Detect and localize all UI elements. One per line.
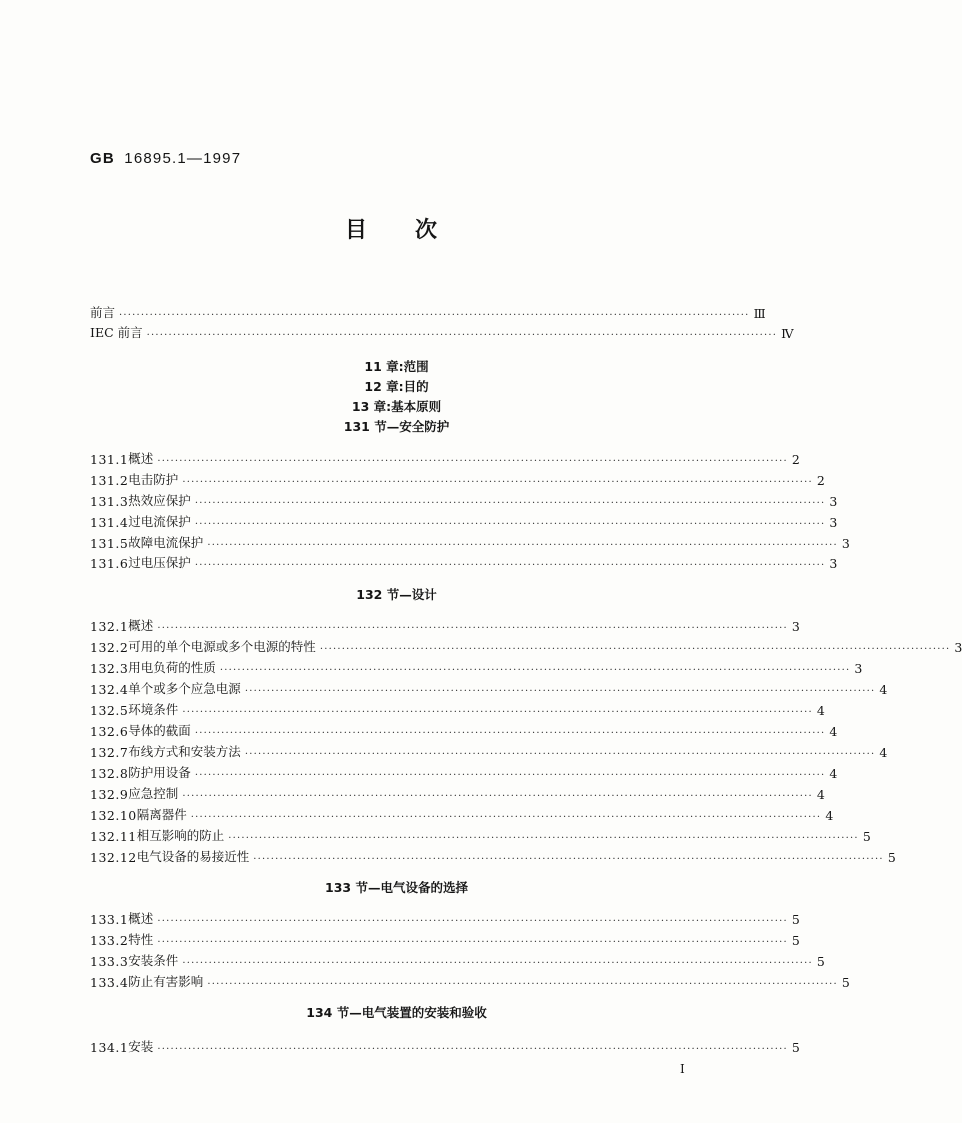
toc-entry[interactable]: 132.6 导体的截面 ················································································································································ 4 (90, 723, 838, 739)
toc-entry-number: 132.2 (90, 640, 129, 655)
toc-entry-number: 132.9 (90, 787, 129, 802)
toc-entry[interactable]: 134.1 安装 ················································································································································ 5 (90, 1039, 800, 1055)
toc-entry-page: 3 (954, 640, 962, 655)
toc-entry[interactable]: 132.1 概述 ················································································································································ 3 (90, 618, 800, 634)
toc-entry-text: 防止有害影响 (128, 974, 204, 989)
toc-entry-text: 可用的单个电源或多个电源的特性 (128, 639, 316, 654)
toc-entry[interactable]: 133.1 概述 ················································································································································ 5 (90, 911, 800, 927)
toc-entry-text: 单个或多个应急电源 (128, 681, 241, 696)
section-heading-133: 133 节—电气设备的选择 (325, 880, 468, 895)
toc-entry[interactable]: 133.3 安装条件 ················································································································································ 5 (90, 953, 825, 969)
chapter-heading-13: 13 章:基本原则 (351, 399, 442, 414)
page-title: 目次 (345, 218, 486, 243)
toc-entry-text: 前言 (90, 305, 116, 320)
toc-entry-page: 3 (829, 515, 838, 530)
toc-entry-iec-foreword[interactable]: IEC 前言 ················································································································································ Ⅳ (90, 325, 794, 341)
toc-entry[interactable]: 131.5 故障电流保护 ················································································································································ 3 (90, 535, 850, 551)
toc-entry-text: 电击防护 (128, 472, 179, 487)
toc-entry-page: 5 (887, 850, 896, 865)
toc-entry[interactable]: 131.4 过电流保护 ················································································································································ 3 (90, 514, 838, 530)
toc-entry-number: 131.3 (90, 494, 129, 509)
toc-entry-text: 隔离器件 (136, 807, 187, 822)
standard-number (90, 150, 241, 167)
toc-entry[interactable]: 131.1 概述 ················································································································································ 2 (90, 451, 800, 467)
toc-entry-text: 热效应保护 (128, 493, 191, 508)
toc-entry-page: 2 (816, 473, 825, 488)
toc-entry-text: 概述 (128, 911, 154, 926)
toc-entry[interactable]: 133.4 防止有害影响 ················································································································································ 5 (90, 974, 850, 990)
toc-entry-number: 132.7 (90, 745, 129, 760)
toc-entry-number: 133.4 (90, 975, 129, 990)
toc-entry-page: 4 (829, 724, 838, 739)
section-heading-131: 131 节—安全防护 (343, 419, 450, 434)
toc-entry-number: 132.10 (90, 808, 137, 823)
toc-entry-number: 132.12 (90, 850, 137, 865)
toc-entry[interactable]: 132.12 电气设备的易接近性 ················································································································································ 5 (90, 849, 896, 865)
toc-entry[interactable]: 132.8 防护用设备 ················································································································································ 4 (90, 765, 838, 781)
toc-entry-number: 133.1 (90, 912, 129, 927)
toc-entry-number: 131.4 (90, 515, 129, 530)
section-heading-132: 132 节—设计 (356, 587, 437, 602)
toc-entry[interactable]: 132.3 用电负荷的性质 ················································································································································ 3 (90, 660, 863, 676)
toc-entry-text: 导体的截面 (128, 723, 191, 738)
page-number: I (680, 1062, 685, 1076)
toc-entry-page: 3 (854, 661, 863, 676)
toc-entry[interactable]: 131.3 热效应保护 ················································································································································ 3 (90, 493, 838, 509)
toc-entry-text: 环境条件 (128, 702, 179, 717)
toc-entry-page: 5 (862, 829, 871, 844)
toc-entry-page: 5 (816, 954, 825, 969)
toc-entry-page: 4 (879, 745, 888, 760)
toc-entry-number: 132.8 (90, 766, 129, 781)
toc-entry-number: 132.3 (90, 661, 129, 676)
toc-entry-page: Ⅲ (753, 306, 766, 321)
toc-entry-text: 防护用设备 (128, 765, 191, 780)
toc-entry-page: 3 (791, 619, 800, 634)
toc-entry-text: 概述 (128, 451, 154, 466)
toc-entry-text: 特性 (128, 932, 154, 947)
chapter-heading-11: 11 章:范围 (364, 359, 429, 374)
toc-entry-page: 5 (841, 975, 850, 990)
standard-prefix: GB (90, 150, 115, 167)
toc-entry-number: 132.5 (90, 703, 129, 718)
toc-entry[interactable]: 133.2 特性 ················································································································································ 5 (90, 932, 800, 948)
toc-entry[interactable]: 132.4 单个或多个应急电源 ················································································································································ 4 (90, 681, 888, 697)
toc-entry[interactable]: 132.10 隔离器件 ················································································································································ 4 (90, 807, 834, 823)
toc-entry-page: 5 (791, 1040, 800, 1055)
toc-entry-page: 3 (841, 536, 850, 551)
toc-entry[interactable]: 132.2 可用的单个电源或多个电源的特性 ················································································································································ 3 (90, 639, 962, 655)
toc-entry-page: 5 (791, 933, 800, 948)
toc-entry-number: 131.6 (90, 556, 129, 571)
toc-entry-page: 3 (829, 556, 838, 571)
toc-entry-number: 133.2 (90, 933, 129, 948)
toc-entry-number: 132.6 (90, 724, 129, 739)
toc-entry-number: 131.1 (90, 452, 129, 467)
toc-entry-text: 故障电流保护 (128, 535, 204, 550)
section-heading-134: 134 节—电气装置的安装和验收 (306, 1005, 487, 1020)
toc-entry-number: 133.3 (90, 954, 129, 969)
toc-entry[interactable]: 131.6 过电压保护 ················································································································································ 3 (90, 555, 838, 571)
toc-entry-page: 2 (791, 452, 800, 467)
toc-entry-text: 安装条件 (128, 953, 179, 968)
toc-entry-page: 3 (829, 494, 838, 509)
toc-entry[interactable]: 131.2 电击防护 ················································································································································ 2 (90, 472, 825, 488)
toc-entry-page: 4 (816, 787, 825, 802)
toc-entry-page: 5 (791, 912, 800, 927)
chapter-heading-12: 12 章:目的 (364, 379, 429, 394)
toc-entry[interactable]: 132.9 应急控制 ················································································································································ 4 (90, 786, 825, 802)
toc-entry-foreword[interactable]: 前言 ················································································································································ Ⅲ (90, 305, 766, 321)
toc-entry-page: 4 (816, 703, 825, 718)
toc-entry-text: 电气设备的易接近性 (136, 849, 250, 864)
toc-entry[interactable]: 132.5 环境条件 ················································································································································ 4 (90, 702, 825, 718)
toc-entry-text: 概述 (128, 618, 154, 633)
toc-entry-text: 用电负荷的性质 (128, 660, 216, 675)
toc-entry-number: 134.1 (90, 1040, 129, 1055)
toc-entry-text: 布线方式和安装方法 (128, 744, 241, 759)
toc-entry-page: 4 (825, 808, 834, 823)
toc-entry-text: 应急控制 (128, 786, 179, 801)
toc-entry[interactable]: 132.7 布线方式和安装方法 ················································································································································ 4 (90, 744, 888, 760)
toc-entry-number: 132.11 (90, 829, 137, 844)
toc-entry-text: 安装 (128, 1039, 154, 1054)
standard-code: 16895.1—1997 (124, 150, 242, 167)
toc-entry-number: 131.2 (90, 473, 129, 488)
toc-entry-page: Ⅳ (781, 326, 794, 341)
toc-entry-text: 过电压保护 (128, 555, 191, 570)
toc-entry-text: IEC 前言 (90, 325, 143, 340)
toc-entry[interactable]: 132.11 相互影响的防止 ················································································································································ 5 (90, 828, 871, 844)
toc-entry-text: 相互影响的防止 (136, 828, 225, 843)
toc-entry-number: 132.4 (90, 682, 129, 697)
toc-entry-text: 过电流保护 (128, 514, 191, 529)
toc-entry-number: 132.1 (90, 619, 129, 634)
toc-entry-number: 131.5 (90, 536, 129, 551)
toc-entry-page: 4 (879, 682, 888, 697)
toc-entry-page: 4 (829, 766, 838, 781)
